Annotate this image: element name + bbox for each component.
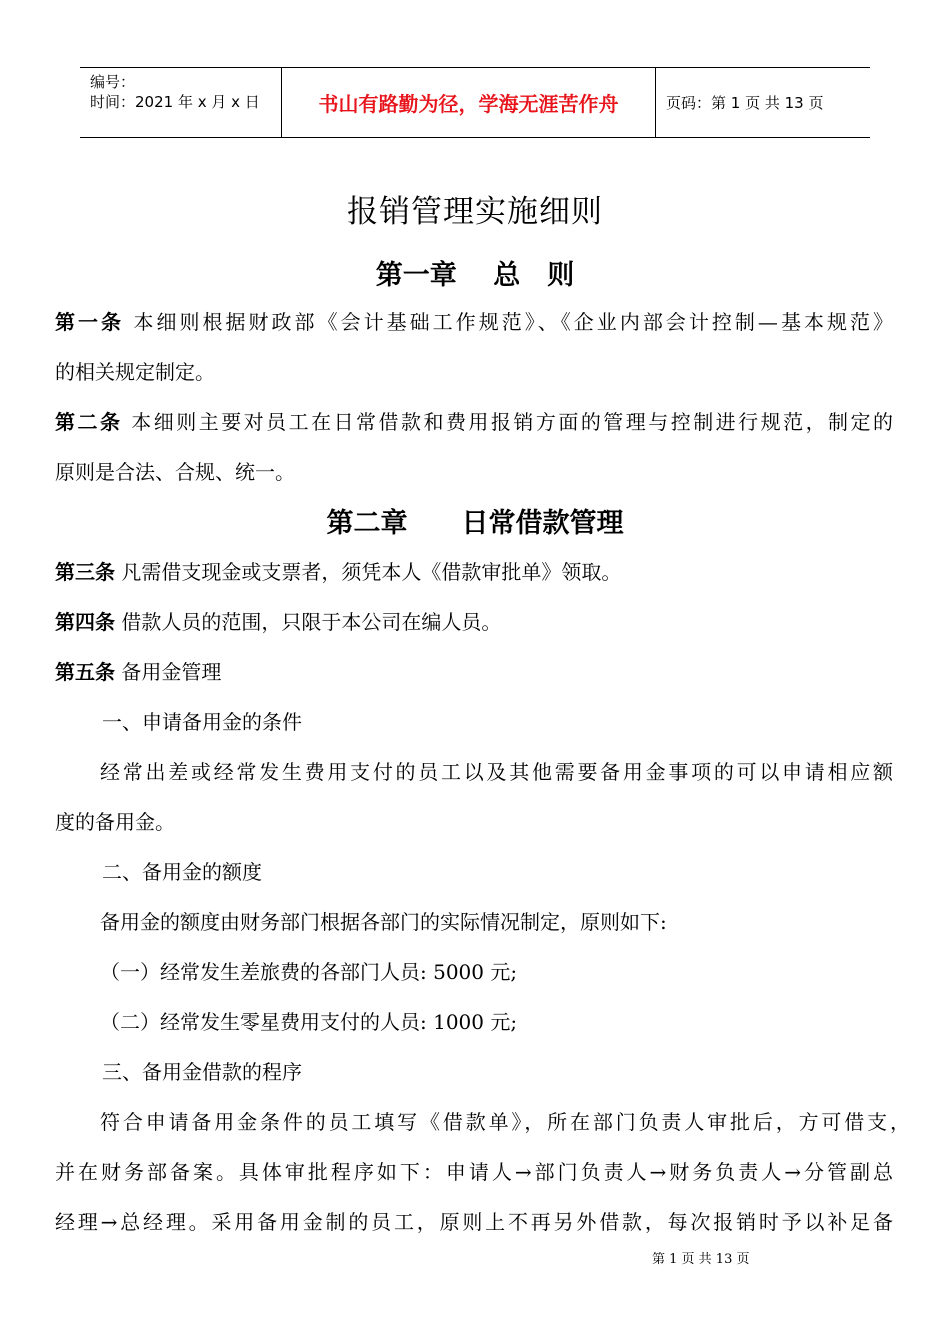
article-5-text: 备用金管理 [121, 660, 222, 684]
header-number: 编号： [90, 73, 136, 91]
section-3-line-1: 符合申请备用金条件的员工填写《借款单》，所在部门负责人审批后，方可借支， [100, 1110, 910, 1134]
article-1-line-2: 的相关规定制定。 [55, 360, 215, 384]
section-2-heading: 二、备用金的额度 [102, 860, 262, 884]
section-1-line-1: 经常出差或经常发生费用支付的员工以及其他需要备用金事项的可以申请相应额 [100, 760, 893, 784]
article-1-line-1 [55, 306, 893, 335]
article-3-label: 第三条 [55, 560, 115, 584]
article-4-label: 第四条 [55, 610, 115, 634]
article-3-text: 凡需借支现金或支票者，须凭本人《借款审批单》领取。 [121, 560, 622, 584]
article-2-label: 第二条 [55, 410, 123, 434]
article-2-line-2: 原则是合法、合规、统一。 [55, 460, 295, 484]
header-date: 时间：2021 年 x 月 x 日 [90, 93, 260, 111]
article-2-line-1 [55, 406, 893, 435]
article-4 [55, 606, 501, 635]
section-1-heading: 一、申请备用金的条件 [102, 710, 302, 734]
article-1-label: 第一条 [55, 310, 125, 334]
section-2-item-1: （一）经常发生差旅费的各部门人员: 5000 元; [100, 960, 518, 984]
section-2-intro: 备用金的额度由财务部门根据各部门的实际情况制定，原则如下: [100, 910, 667, 934]
header-meta [80, 68, 281, 137]
article-3 [55, 556, 621, 585]
article-4-text: 借款人员的范围，只限于本公司在编人员。 [121, 610, 502, 634]
article-5-label: 第五条 [55, 660, 115, 684]
section-3-heading: 三、备用金借款的程序 [102, 1060, 302, 1084]
chapter-2-heading: 第二章 日常借款管理 [326, 508, 624, 539]
article-2-text: 本细则主要对员工在日常借款和费用报销方面的管理与控制进行规范，制定的 [131, 410, 894, 434]
article-5 [55, 656, 221, 685]
page-footer: 第 1 页 共 13 页 [652, 1252, 750, 1267]
section-3-line-3: 经理→总经理。采用备用金制的员工，原则上不再另外借款，每次报销时予以补足备 [55, 1210, 893, 1234]
section-3-line-2: 并在财务部备案。具体审批程序如下：申请人→部门负责人→财务负责人→分管副总 [55, 1160, 893, 1184]
section-1-line-2: 度的备用金。 [55, 810, 175, 834]
document-header [80, 67, 870, 138]
header-page-info: 页码：第 1 页 共 13 页 [666, 94, 824, 112]
chapter-1-heading: 第一章 总 则 [375, 260, 575, 291]
section-2-item-2: （二）经常发生零星费用支付的人员: 1000 元; [100, 1010, 518, 1034]
article-1-text: 本细则根据财政部《会计基础工作规范》、《企业内部会计控制—基本规范》 [133, 310, 894, 334]
document-title: 报销管理实施细则 [347, 194, 603, 230]
header-motto: 书山有路勤为径，学海无涯苦作舟 [281, 68, 656, 137]
